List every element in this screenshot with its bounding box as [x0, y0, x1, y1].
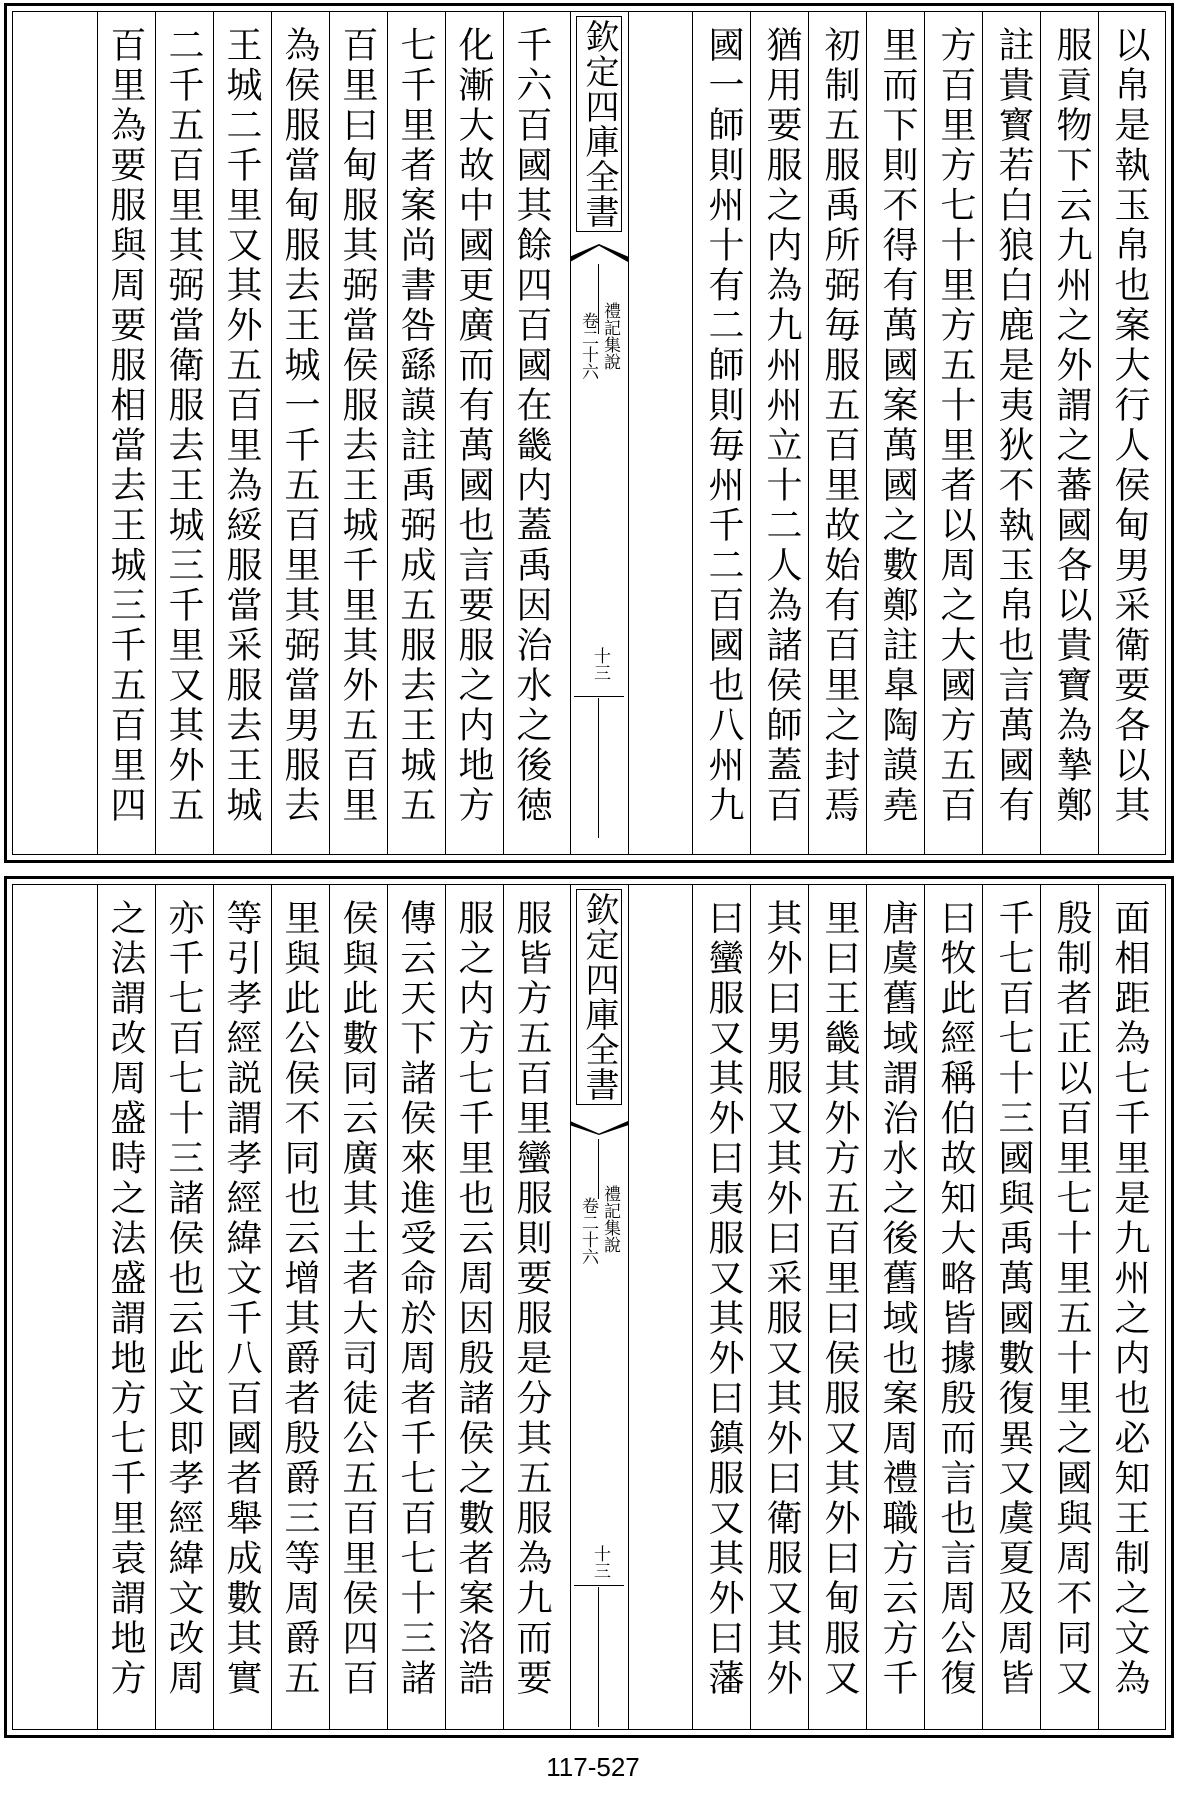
column-rule	[213, 12, 214, 854]
book-series-title: 欽定四庫全書	[576, 889, 622, 1105]
text-column: 傳云天下諸侯來進受命於周者千七百七十三諸	[395, 899, 436, 1699]
top-page	[4, 3, 1174, 863]
text-column: 註貴寳若白狼白鹿是夷狄不執玉帛也言萬國有	[993, 26, 1034, 826]
text-column: 為侯服當甸服去王城一千五百里其弼當男服去	[279, 26, 320, 826]
text-column: 服貢物下云九州之外謂之蕃國各以貴寶為摯鄭	[1051, 26, 1092, 826]
text-column: 之法謂改周盛時之法盛謂地方七千里袁謂地方	[105, 899, 146, 1699]
column-rule	[213, 885, 214, 1729]
text-column: 唐虞舊域謂治水之後舊域也案周禮職方云方千	[877, 899, 918, 1699]
text-column: 等引孝經説謂孝經緯文千八百國者舉成數其實	[221, 899, 262, 1699]
column-rule	[97, 12, 98, 854]
text-column: 千六百國其餘四百國在畿内蓋禹因治水之後徳	[511, 26, 552, 826]
top-page-frame	[12, 11, 1166, 855]
column-rule	[503, 12, 504, 854]
book-series-title: 欽定四庫全書	[576, 16, 622, 232]
column-rule	[155, 885, 156, 1729]
column-rule	[445, 12, 446, 854]
bottom-page-frame	[12, 884, 1166, 1730]
column-rule	[387, 12, 388, 854]
book-name: 禮記集說	[600, 1185, 620, 1253]
column-rule	[808, 885, 809, 1729]
column-rule	[1040, 12, 1041, 854]
text-column: 化漸大故中國更廣而有萬國也言要服之内地方	[453, 26, 494, 826]
text-column: 里與此公侯不同也云增其爵者殷爵三等周爵五	[279, 899, 320, 1699]
volume-label: 卷二十六	[578, 1197, 598, 1265]
column-rule	[329, 12, 330, 854]
column-rule	[924, 885, 925, 1729]
column-rule	[387, 885, 388, 1729]
text-column: 百里為要服與周要服相當去王城三千五百里四	[105, 26, 146, 826]
text-column: 國一師則州十有二師則毎州千二百國也八州九	[703, 26, 744, 826]
center-spine	[570, 12, 628, 854]
text-column: 服之内方七千里也云周因殷諸侯之數者案洛誥	[453, 899, 494, 1699]
page-number: 十三	[590, 647, 610, 681]
text-column: 曰蠻服又其外曰夷服又其外曰鎮服又其外曰藩	[703, 899, 744, 1699]
column-rule	[982, 12, 983, 854]
page-number: 十三	[590, 1545, 610, 1579]
text-column: 王城二千里又其外五百里為綏服當采服去王城	[221, 26, 262, 826]
text-column: 百里曰甸服其弼當侯服去王城千里其外五百里	[337, 26, 378, 826]
book-name: 禮記集說	[600, 302, 620, 370]
column-rule	[692, 12, 693, 854]
text-column: 千七百七十三國與禹萬國數復異又虞夏及周皆	[993, 899, 1034, 1699]
column-rule	[97, 885, 98, 1729]
text-column: 二千五百里其弼當衛服去王城三千里又其外五	[163, 26, 204, 826]
text-column: 服皆方五百里蠻服則要服是分其五服為九而要	[511, 899, 552, 1699]
column-rule	[445, 885, 446, 1729]
volume-label: 卷二十六	[578, 312, 598, 380]
column-rule	[271, 885, 272, 1729]
text-column: 侯與此數同云廣其土者大司徒公五百里侯四百	[337, 899, 378, 1699]
text-column: 初制五服禹所弼毎服五百里故始有百里之封焉	[819, 26, 860, 826]
text-column: 以帛是執玉帛也案大行人侯甸男采衛要各以其	[1109, 26, 1150, 826]
column-rule	[808, 12, 809, 854]
column-rule	[155, 12, 156, 854]
column-rule	[866, 12, 867, 854]
fish-tail-ornament	[570, 1121, 628, 1135]
text-column: 里而下則不得有萬國案萬國之數鄭註臯陶謨堯	[877, 26, 918, 826]
text-column: 面相距為七千里是九州之内也必知王制之文為	[1109, 899, 1150, 1699]
column-rule	[271, 12, 272, 854]
column-rule	[1040, 885, 1041, 1729]
column-rule	[329, 885, 330, 1729]
text-column: 猶用要服之内為九州州立十二人為諸侯師蓋百	[761, 26, 802, 826]
text-column: 其外曰男服又其外曰采服又其外曰衛服又其外	[761, 899, 802, 1699]
column-rule	[692, 885, 693, 1729]
text-column: 方百里方七十里方五十里者以周之大國方五百	[935, 26, 976, 826]
text-column: 里曰王畿其外方五百里曰侯服又其外曰甸服又	[819, 899, 860, 1699]
text-column: 曰牧此經稱伯故知大略皆據殷而言也言周公復	[935, 899, 976, 1699]
fish-tail-ornament	[570, 244, 628, 262]
center-spine	[570, 885, 628, 1729]
text-column: 七千里者案尚書咎繇謨註禹弼成五服去王城五	[395, 26, 436, 826]
column-rule	[924, 12, 925, 854]
column-rule	[1098, 885, 1099, 1729]
bottom-page	[4, 876, 1174, 1738]
column-rule	[503, 885, 504, 1729]
text-column: 殷制者正以百里七十里五十里之國與周不同又	[1051, 899, 1092, 1699]
text-column: 亦千七百七十三諸侯也云此文即孝經緯文改周	[163, 899, 204, 1699]
column-rule	[750, 12, 751, 854]
column-rule	[982, 885, 983, 1729]
column-rule	[750, 885, 751, 1729]
catalog-page-number: 117-527	[546, 1752, 640, 1782]
column-rule	[866, 885, 867, 1729]
column-rule	[1098, 12, 1099, 854]
